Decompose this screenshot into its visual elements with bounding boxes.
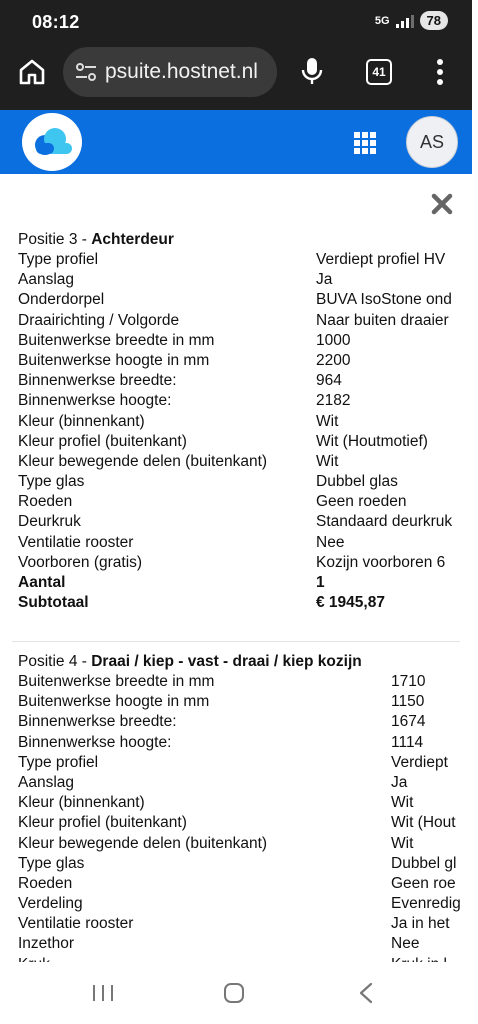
detail-label: Aanslag [18, 271, 75, 289]
detail-label: Aantal [18, 574, 66, 591]
app-logo[interactable] [22, 113, 82, 171]
detail-row [18, 533, 478, 553]
detail-value: 1000 [316, 331, 351, 349]
detail-row [18, 412, 478, 432]
more-options-icon[interactable] [436, 58, 444, 86]
detail-value: 1674 [391, 713, 426, 731]
detail-value: 964 [316, 372, 342, 390]
detail-value: Dubbel glas [316, 473, 398, 491]
detail-row [18, 432, 478, 452]
browser-toolbar [0, 44, 472, 106]
detail-value: Geen roe [391, 874, 456, 892]
position-label: Positie 4 - [18, 653, 92, 670]
detail-value: Naar buiten draaier [316, 311, 449, 329]
signal-icon [396, 14, 414, 28]
detail-value: Verdiept profiel HV [316, 251, 446, 268]
detail-row [18, 894, 478, 914]
detail-value: Nee [316, 533, 345, 551]
detail-value: Dubbel gl [391, 854, 457, 872]
detail-row [18, 793, 478, 813]
detail-value: 2182 [316, 392, 351, 410]
detail-label: Type profiel [18, 251, 99, 268]
status-icons [375, 11, 448, 30]
detail-value: Ja in het [391, 915, 450, 933]
detail-value: 2200 [316, 351, 351, 369]
detail-label: Binnenwerkse breedte: [18, 713, 177, 731]
detail-value: Nee [391, 935, 420, 953]
detail-row [18, 270, 478, 290]
detail-label: Buitenwerkse breedte in mm [18, 673, 215, 690]
detail-row [18, 351, 478, 371]
detail-value: Wit [391, 794, 414, 812]
address-bar[interactable] [63, 47, 277, 97]
detail-label: Onderdorpel [18, 291, 105, 309]
position-name: Draai / kiep - vast - draai / kiep kozijn [91, 653, 362, 670]
home-button-icon[interactable] [223, 982, 245, 1004]
position-title [18, 230, 478, 250]
user-avatar[interactable]: AS [406, 116, 458, 168]
detail-value: 1150 [391, 693, 425, 711]
microphone-icon[interactable] [300, 56, 324, 86]
detail-label: Ventilatie rooster [18, 533, 134, 551]
app-header [0, 110, 472, 174]
detail-label: Inzethor [18, 935, 75, 953]
detail-label: Roeden [18, 874, 73, 892]
detail-label: Kleur (binnenkant) [18, 412, 145, 430]
detail-row [18, 371, 478, 391]
detail-label: Binnenwerkse hoogte: [18, 392, 172, 410]
detail-value: Ja [316, 271, 333, 289]
detail-row [18, 874, 478, 894]
tab-switcher-button[interactable]: 41 [366, 59, 392, 85]
detail-row [18, 692, 478, 712]
detail-value: Ja [391, 773, 408, 791]
detail-row [18, 331, 478, 351]
detail-label: Buitenwerkse breedte in mm [18, 331, 215, 349]
detail-row [18, 573, 478, 593]
detail-row [18, 773, 478, 793]
detail-row [18, 593, 478, 613]
detail-row [18, 712, 478, 732]
network-type: 5G [374, 14, 390, 27]
detail-label: Buitenwerkse hoogte in mm [18, 693, 210, 711]
browser-chrome [0, 0, 472, 110]
detail-row [18, 914, 478, 934]
detail-row [18, 452, 478, 472]
detail-value: 1 [316, 574, 325, 591]
detail-value: Standaard deurkruk [316, 513, 453, 531]
detail-label: Subtotaal [18, 594, 89, 612]
detail-label: Verdeling [18, 895, 83, 913]
order-details [0, 174, 472, 962]
detail-label: Buitenwerkse hoogte in mm [18, 351, 210, 369]
detail-label: Kleur bewegende delen (buitenkant) [18, 452, 268, 470]
apps-grid-icon[interactable] [354, 132, 376, 154]
detail-label: Kleur (binnenkant) [18, 794, 145, 812]
detail-row [18, 290, 478, 310]
position-name: Achterdeur [91, 231, 174, 248]
url-text: psuite.hostnet.nl [105, 60, 258, 83]
detail-row [18, 834, 478, 854]
detail-label: Binnenwerkse breedte: [18, 372, 177, 390]
detail-row [18, 512, 478, 532]
site-settings-icon[interactable] [75, 62, 97, 82]
detail-value: Wit (Houtmotief) [316, 432, 428, 450]
detail-row [18, 391, 478, 411]
position-section [18, 230, 478, 613]
detail-value: Kozijn voorboren 6 [316, 553, 446, 571]
detail-label: Voorboren (gratis) [18, 553, 143, 571]
detail-value: 1710 [391, 673, 426, 690]
detail-label: Kleur bewegende delen (buitenkant) [18, 834, 268, 852]
detail-row [18, 733, 478, 753]
detail-row [18, 492, 478, 512]
detail-label: Type profiel [18, 753, 99, 771]
position-section [18, 652, 478, 975]
detail-value: Wit [316, 452, 339, 470]
detail-value: Verdiept [391, 753, 448, 771]
section-divider [12, 641, 460, 642]
detail-value: Wit [316, 412, 339, 430]
detail-label: Draairichting / Volgorde [18, 311, 180, 329]
detail-value: € 1945,87 [316, 594, 385, 612]
detail-row [18, 813, 478, 833]
close-icon[interactable] [431, 193, 453, 215]
detail-row [18, 672, 478, 692]
status-bar [0, 0, 472, 44]
detail-label: Aanslag [18, 773, 75, 791]
detail-row [18, 472, 478, 492]
detail-row [18, 250, 478, 270]
detail-label: Type glas [18, 473, 85, 491]
detail-label: Kleur profiel (buitenkant) [18, 432, 187, 450]
cloud-icon [22, 113, 82, 171]
detail-value: Wit (Hout [391, 814, 456, 832]
detail-label: Ventilatie rooster [18, 915, 134, 933]
detail-label: Kleur profiel (buitenkant) [18, 814, 187, 832]
detail-value: Evenredig [391, 895, 461, 913]
detail-label: Roeden [18, 493, 73, 511]
detail-row [18, 753, 478, 773]
detail-value: BUVA IsoStone ond [316, 291, 452, 309]
position-title [18, 652, 478, 672]
system-navigation-bar [0, 962, 472, 1024]
battery-level: 78 [420, 11, 448, 30]
detail-row [18, 854, 478, 874]
position-label: Positie 3 - [18, 231, 92, 248]
home-icon[interactable] [18, 58, 46, 86]
detail-label: Type glas [18, 854, 85, 872]
detail-row [18, 311, 478, 331]
back-icon[interactable] [358, 982, 374, 1004]
status-time: 08:12 [32, 12, 80, 32]
detail-value: 1114 [391, 733, 424, 751]
detail-value: Wit [391, 834, 414, 852]
detail-row [18, 934, 478, 954]
detail-value: Geen roeden [316, 493, 407, 511]
detail-row [18, 553, 478, 573]
detail-label: Deurkruk [18, 513, 81, 531]
detail-label: Binnenwerkse hoogte: [18, 733, 172, 751]
recent-apps-icon[interactable] [92, 984, 114, 1002]
